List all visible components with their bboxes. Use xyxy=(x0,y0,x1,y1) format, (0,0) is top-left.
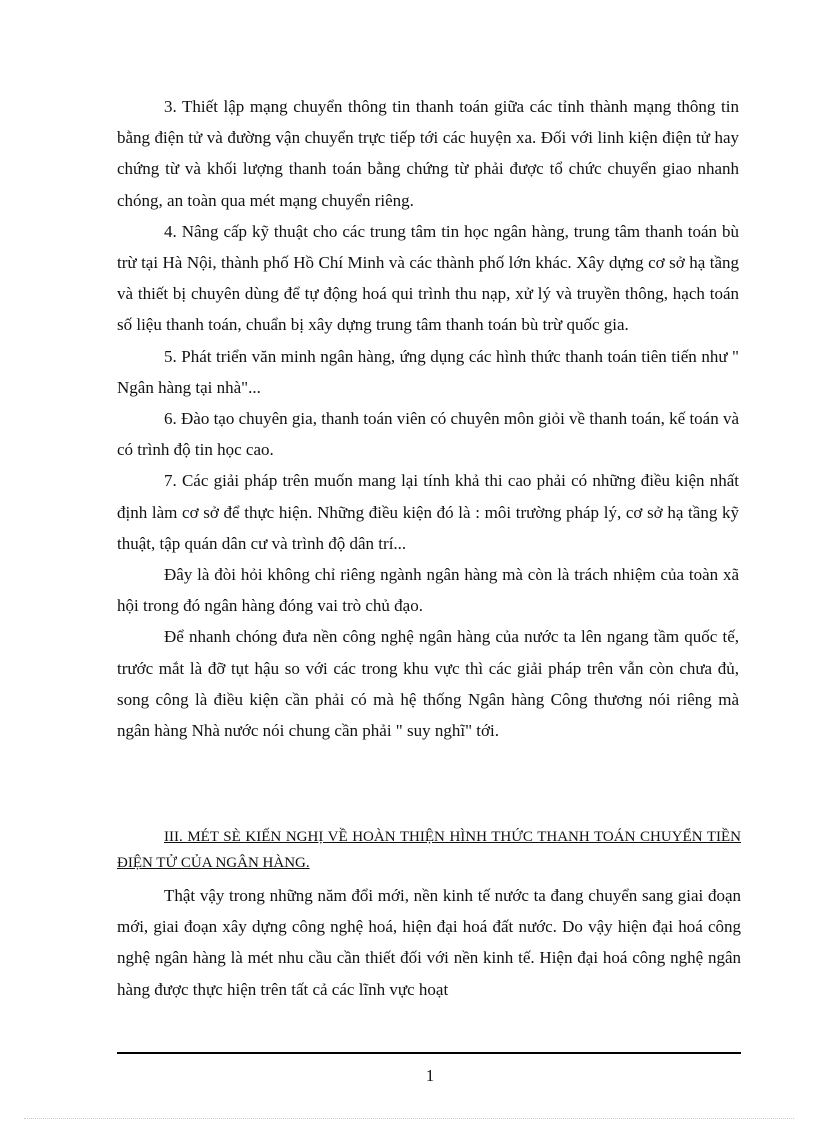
paragraph-closing: Thật vậy trong những năm đổi mới, nền kinh tế nước ta đang chuyển sang giai đoạn mới, giai đoạn xây dựng công nghệ hoá, hiện đại hoá đất nước. Do vậy hiện đại hoá công nghệ ngân hàng là mét nhu cầu cần thiết đối với nền kinh tế. Hiện đại hoá công nghệ ngân hàng được thực hiện trên tất cả các lĩnh vực hoạt xyxy=(117,886,741,999)
section-heading: III. MÉT SÈ KIẾN NGHỊ VỀ HOÀN THIỆN HÌNH THỨC THANH TOÁN CHUYỂN TIỀN ĐIỆN TỬ CỦA NGÂN HÀNG. xyxy=(117,829,741,871)
paragraph-7: 7. Các giải pháp trên muốn mang lại tính khả thi cao phải có những điều kiện nhất định làm cơ sở để thực hiện. Những điều kiện đó là : môi trường pháp lý, cơ sở hạ tầng kỹ thuật, tập quán dân cư và trình độ dân trí... xyxy=(117,471,739,553)
closing-text xyxy=(117,880,741,1005)
footer-rule xyxy=(117,1052,741,1054)
paragraph-3: 3. Thiết lập mạng chuyển thông tin thanh toán giữa các tỉnh thành mạng thông tin bằng điện tử và đường vận chuyển trực tiếp tới các huyện xa. Đối với linh kiện điện tử hay chứng từ và khối lượng thanh toán bằng chứng từ phải được tổ chức chuyển giao nhanh chóng, an toàn qua mét mạng chuyển riêng. xyxy=(117,97,739,210)
page-break-line xyxy=(24,1118,794,1119)
paragraph-5: 5. Phát triển văn minh ngân hàng, ứng dụng các hình thức thanh toán tiên tiến như " Ngân hàng tại nhà"... xyxy=(117,346,739,397)
body-text xyxy=(117,91,739,746)
page-number: 1 xyxy=(425,1066,435,1085)
paragraph-4: 4. Nâng cấp kỹ thuật cho các trung tâm tin học ngân hàng, trung tâm thanh toán bù trừ tại Hà Nội, thành phố Hồ Chí Minh và các thành phố lớn khác. Xây dựng cơ sở hạ tầng và thiết bị chuyên dùng để tự động hoá qui trình thu nạp, xử lý và truyền thông, hạch toán số liệu thanh toán, chuẩn bị xây dựng trung tâm thanh toán bù trừ quốc gia. xyxy=(117,221,739,335)
paragraph-international: Để nhanh chóng đưa nền công nghệ ngân hàng của nước ta lên ngang tầm quốc tế, trước mắt là đỡ tụt hậu so với các trong khu vực thì các giải pháp trên vẫn còn chưa đủ, song công là điều kiện cần phải có mà hệ thống Ngân hàng Công thương nói riêng mà ngân hàng Nhà nước nói chung cần phải " suy nghĩ" tới. xyxy=(117,627,739,741)
paragraph-demand: Đây là đòi hỏi không chỉ riêng ngành ngân hàng mà còn là trách nhiệm của toàn xã hội trong đó ngân hàng đóng vai trò chủ đạo. xyxy=(117,565,739,616)
paragraph-6: 6. Đào tạo chuyên gia, thanh toán viên có chuyên môn giỏi về thanh toán, kế toán và có trình độ tin học cao. xyxy=(117,409,740,460)
